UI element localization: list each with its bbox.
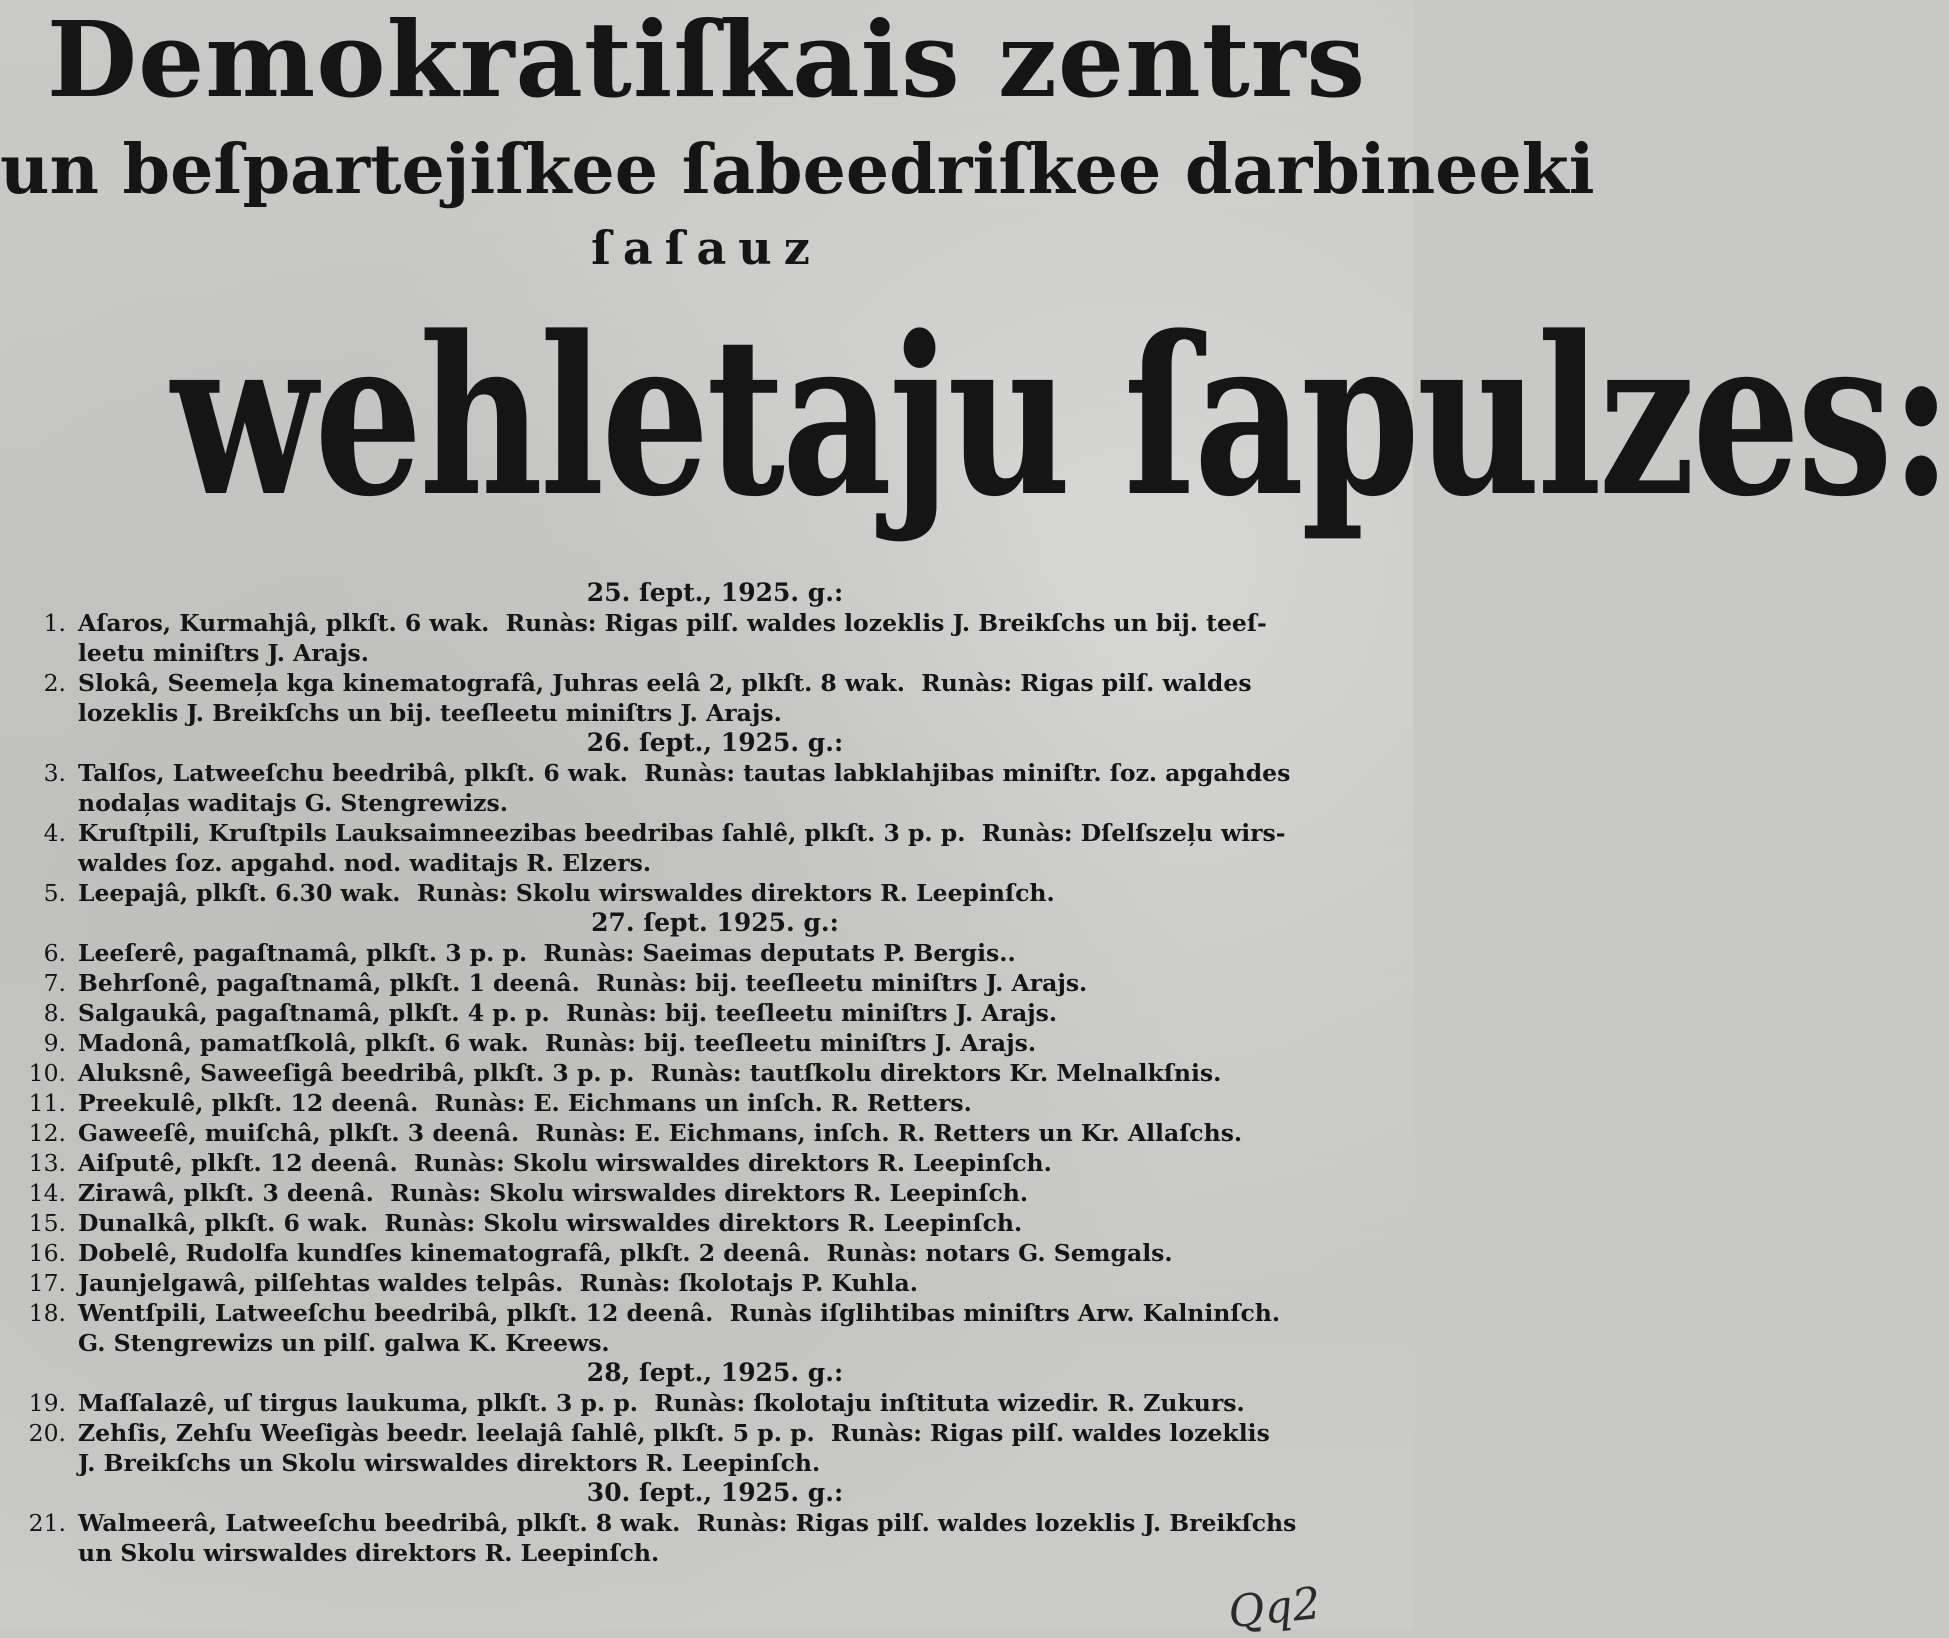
meeting-entry-line: Madonâ, pamatſkolâ, plkſt. 6 wak. Runàs: bij. teeſleetu miniſtrs J. Arajs. (78, 1029, 1037, 1057)
meeting-entry-text (78, 1028, 1410, 1058)
meeting-entry-text (78, 878, 1410, 908)
meeting-entry-number: 14. (28, 1179, 66, 1207)
headline-meetings: wehletaju ſapulzes: (171, 289, 1949, 545)
meeting-entry-text (78, 1268, 1410, 1298)
meeting-entry-text (78, 758, 1410, 818)
meeting-entry-text (78, 968, 1410, 998)
meeting-entry-line: Slokâ, Seemeļa kga kinematografâ, Juhras eelâ 2, plkſt. 8 wak. Runàs: Rigas pilſ. waldes (78, 669, 1252, 697)
meeting-entry-line: lozeklis J. Breikſchs un bij. teeſleetu miniſtrs J. Arajs. (78, 699, 782, 727)
meeting-entry-line: J. Breikſchs un Skolu wirswaldes direktors R. Leepinſch. (78, 1449, 821, 1477)
headline-convenes: ſaſauz (591, 221, 822, 275)
meeting-entry (20, 1058, 1410, 1088)
meeting-entry-text (78, 818, 1410, 878)
meeting-entry-number: 20. (28, 1419, 66, 1447)
meeting-entry-line: Walmeerâ, Latweeſchu beedribâ, plkſt. 8 wak. Runàs: Rigas pilſ. waldes lozeklis J. Breikſchs (78, 1509, 1297, 1537)
meeting-entry-line: waldes ſoz. apgahd. nod. waditajs R. Elzers. (78, 849, 652, 877)
meeting-entry-number: 3. (43, 759, 66, 787)
meeting-entry (20, 1178, 1410, 1208)
meeting-entry-line: Behrſonê, pagaſtnamâ, plkſt. 1 deenâ. Runàs: bij. teeſleetu miniſtrs J. Arajs. (78, 969, 1088, 997)
meeting-entry (20, 1238, 1410, 1268)
meeting-entry-line: Gaweeſê, muiſchâ, plkſt. 3 deenâ. Runàs: E. Eichmans, inſch. R. Retters un Kr. Allaſchs. (78, 1119, 1243, 1147)
meeting-entry-number: 12. (28, 1119, 66, 1147)
meeting-entry-text (78, 1148, 1410, 1178)
meeting-entry-text (78, 1058, 1410, 1088)
meeting-entry (20, 758, 1410, 818)
meeting-entry (20, 668, 1410, 728)
meeting-entry (20, 1298, 1410, 1358)
meeting-entry-number: 19. (28, 1389, 66, 1417)
meeting-entry (20, 1268, 1410, 1298)
meeting-entry-text (78, 1088, 1410, 1118)
meeting-entry-line: Preekulê, plkſt. 12 deenâ. Runàs: E. Eichmans un inſch. R. Retters. (78, 1089, 972, 1117)
meeting-entry (20, 998, 1410, 1028)
meeting-entry-number: 10. (28, 1059, 66, 1087)
meeting-entry-number: 2. (43, 669, 66, 697)
meeting-entry (20, 1088, 1410, 1118)
meeting-entry (20, 1028, 1410, 1058)
meeting-entry-number: 17. (28, 1269, 66, 1297)
meeting-entry-line: Zirawâ, plkſt. 3 deenâ. Runàs: Skolu wirswaldes direktors R. Leepinſch. (78, 1179, 1029, 1207)
meeting-entry-text (78, 1178, 1410, 1208)
meeting-entry-line: Aſaros, Kurmahjâ, plkſt. 6 wak. Runàs: Rigas pilſ. waldes lozeklis J. Breikſchs un bij. teeſ- (78, 609, 1267, 637)
schedule-date-heading: 28, ſept., 1925. g.: (586, 1358, 844, 1387)
meeting-entry-number: 11. (28, 1089, 66, 1117)
meeting-entry-line: Leeſerê, pagaſtnamâ, plkſt. 3 p. p. Runàs: Saeimas deputats P. Bergis.. (78, 939, 1016, 967)
meeting-entry-line: leetu miniſtrs J. Arajs. (78, 639, 369, 667)
meeting-entry-number: 6. (43, 939, 66, 967)
meeting-entry-line: Kruſtpili, Kruſtpils Lauksaimneezibas beedribas ſahlê, plkſt. 3 p. p. Runàs: Dſelſszeļu wirs- (78, 819, 1286, 847)
meeting-entry-line: Jaunjelgawâ, pilſehtas waldes telpâs. Runàs: ſkolotajs P. Kuhla. (78, 1269, 918, 1297)
meeting-entry (20, 938, 1410, 968)
meeting-entry-number: 7. (43, 969, 66, 997)
meeting-entry (20, 1508, 1410, 1568)
meeting-entry-text (78, 1208, 1410, 1238)
meeting-entry-text (78, 938, 1410, 968)
meeting-entry-line: Leepajâ, plkſt. 6.30 wak. Runàs: Skolu wirswaldes direktors R. Leepinſch. (78, 879, 1055, 907)
meeting-entry-number: 15. (28, 1209, 66, 1237)
meeting-entry-line: G. Stengrewizs un pilſ. galwa K. Kreews. (78, 1329, 610, 1357)
headline-subtitle: un beſpartejiſkee ſabeedriſkee darbineeki (0, 130, 1595, 210)
meeting-entry-number: 13. (28, 1149, 66, 1177)
meeting-entry-line: Salgaukâ, pagaſtnamâ, plkſt. 4 p. p. Runàs: bij. teeſleetu miniſtrs J. Arajs. (78, 999, 1058, 1027)
meeting-entry (20, 968, 1410, 998)
schedule-date-heading: 26. ſept., 1925. g.: (586, 728, 844, 757)
meeting-entry (20, 1388, 1410, 1418)
meeting-entry-line: Talſos, Latweeſchu beedribâ, plkſt. 6 wak. Runàs: tautas labklahjibas miniſtr. ſoz. apgahdes (78, 759, 1291, 787)
meeting-entry-text (78, 1418, 1410, 1478)
headline-organization: Demokratiſkais zentrs (46, 0, 1367, 121)
meeting-entry-text (78, 668, 1410, 728)
schedule-date-heading: 30. ſept., 1925. g.: (586, 1478, 844, 1507)
meeting-entry-line: nodaļas waditajs G. Stengrewizs. (78, 789, 508, 817)
meeting-entry-text (78, 1118, 1410, 1148)
meeting-entry-number: 21. (28, 1509, 66, 1537)
meeting-schedule (20, 578, 1410, 1628)
meeting-entry-text (78, 1388, 1410, 1418)
meeting-entry-line: Dobelê, Rudolfa kundſes kinematografâ, plkſt. 2 deenâ. Runàs: notars G. Semgals. (78, 1239, 1173, 1267)
meeting-entry-number: 1. (43, 609, 66, 637)
schedule-date-heading: 27. ſept. 1925. g.: (591, 908, 839, 937)
meeting-entry (20, 1208, 1410, 1238)
meeting-entry-number: 9. (43, 1029, 66, 1057)
meeting-entry (20, 818, 1410, 878)
meeting-entry-number: 18. (28, 1299, 66, 1327)
meeting-entry-text (78, 608, 1410, 668)
meeting-entry-line: un Skolu wirswaldes direktors R. Leepinſch. (78, 1539, 660, 1567)
meeting-entry-line: Wentſpili, Latweeſchu beedribâ, plkſt. 12 deenâ. Runàs iſglihtibas miniſtrs Arw. Kalninſch. (78, 1299, 1281, 1327)
meeting-entry-line: Aiſputê, plkſt. 12 deenâ. Runàs: Skolu wirswaldes direktors R. Leepinſch. (78, 1149, 1052, 1177)
meeting-entry-number: 4. (43, 819, 66, 847)
meeting-entry (20, 608, 1410, 668)
meeting-entry (20, 878, 1410, 908)
meeting-entry-number: 8. (43, 999, 66, 1027)
meeting-entry-text (78, 1508, 1410, 1568)
meeting-entry (20, 1118, 1410, 1148)
meeting-entry (20, 1148, 1410, 1178)
schedule-date-heading: 25. ſept., 1925. g.: (586, 578, 844, 607)
handwritten-mark: Qq2 (1225, 1577, 1323, 1638)
meeting-entry-text (78, 998, 1410, 1028)
meeting-entry-text (78, 1298, 1410, 1358)
meeting-entry-line: Maſſalazê, uſ tirgus laukuma, plkſt. 3 p. p. Runàs: ſkolotaju inſtituta wizedir. R. Zukurs. (78, 1389, 1245, 1417)
meeting-entry-line: Aluksnê, Saweeſigâ beedribâ, plkſt. 3 p. p. Runàs: tautſkolu direktors Kr. Melnalkſnis. (78, 1059, 1222, 1087)
meeting-entry-text (78, 1238, 1410, 1268)
meeting-entry-line: Zehſis, Zehſu Weeſigàs beedr. leelajâ ſahlê, plkſt. 5 p. p. Runàs: Rigas pilſ. waldes lozeklis (78, 1419, 1270, 1447)
meeting-entry-number: 5. (43, 879, 66, 907)
meeting-entry-line: Dunalkâ, plkſt. 6 wak. Runàs: Skolu wirswaldes direktors R. Leepinſch. (78, 1209, 1023, 1237)
meeting-entry-number: 16. (28, 1239, 66, 1267)
meeting-entry (20, 1418, 1410, 1478)
